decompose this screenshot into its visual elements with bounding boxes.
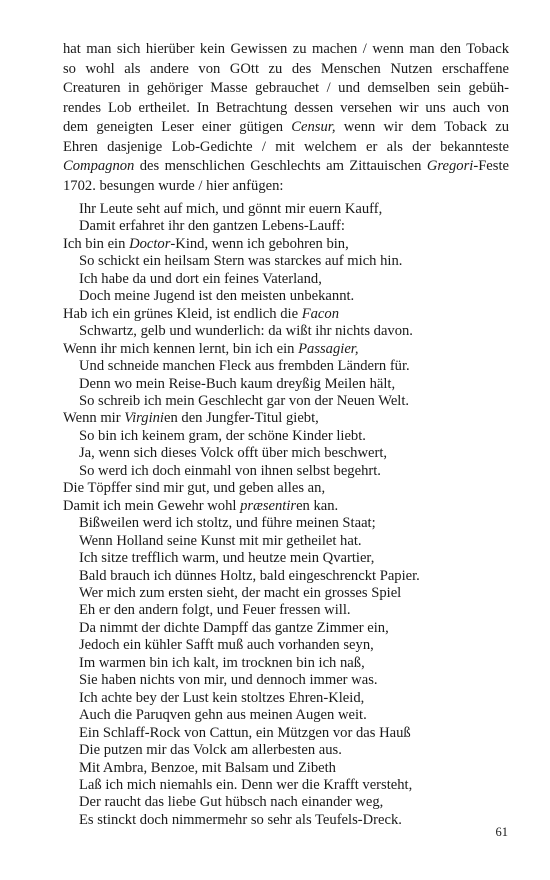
prose-line <box>63 40 509 60</box>
prose-line <box>63 60 509 80</box>
poem-line <box>63 725 523 742</box>
poem-line <box>63 498 523 515</box>
text-run: Doch meine Jugend ist den meisten unbekannt. <box>79 288 355 305</box>
prose-line <box>63 157 509 177</box>
italic-text-run: Gregori <box>426 158 474 174</box>
poem-line <box>63 777 523 794</box>
text-run: -Kind, wenn ich gebohren bin, <box>170 235 349 252</box>
poem-line <box>63 515 523 532</box>
text-run: Wenn ihr mich kennen lernt, bin ich ein <box>63 340 299 357</box>
text-run: wenn wir dem Toback zu <box>335 119 509 135</box>
text-run: Da nimmt der dichte Dampff das gantze Zimmer ein, <box>79 619 389 636</box>
text-run: Ein Schlaff-Rock von Cattun, ein Mützgen vor das Hauß <box>79 724 411 741</box>
poem-line <box>63 690 523 707</box>
text-run: Ehren dasjenige Lob-Gedichte / mit welchem er als der bekannteste <box>63 138 509 155</box>
text-run: -Feste <box>473 158 509 174</box>
italic-text-run: Facon <box>301 305 340 322</box>
poem-line <box>63 218 523 235</box>
text-run: rendes Lob ertheilet. In Betrachtung dessen versehen wir uns auch von <box>63 99 509 116</box>
text-run: Denn wo mein Reise-Buch kaum dreyßig Meilen hält, <box>79 375 396 392</box>
poem-line <box>63 568 523 585</box>
text-run: Sie haben nichts von mir, und dennoch immer was. <box>79 672 378 689</box>
text-run: Wenn mir <box>63 410 125 427</box>
text-run: dem geneigten Leser einer gütigen <box>63 119 292 135</box>
prose-line <box>63 99 509 119</box>
poem-line <box>63 410 523 427</box>
text-run: Bald brauch ich dünnes Holtz, bald eingeschrenckt Papier. <box>79 567 420 584</box>
prose-line <box>63 177 509 197</box>
text-run: Laß ich mich niemahls ein. Denn wer die Krafft versteht, <box>79 776 413 793</box>
poem <box>63 201 523 829</box>
poem-line <box>63 602 523 619</box>
poem-line <box>63 428 523 445</box>
poem-line <box>63 236 523 253</box>
text-run: Damit erfahret ihr den gantzen Lebens-Lauff: <box>79 218 345 235</box>
poem-line <box>63 323 523 340</box>
poem-line <box>63 760 523 777</box>
poem-line <box>63 742 523 759</box>
poem-line <box>63 707 523 724</box>
text-run: Hab ich ein grünes Kleid, ist endlich die <box>63 305 302 322</box>
text-run: Eh er den andern folgt, und Feuer fressen will. <box>79 602 351 619</box>
poem-line <box>63 288 523 305</box>
text-run: Ich bin ein <box>63 235 130 252</box>
text-run: Ihr Leute seht auf mich, und gönnt mir euern Kauff, <box>79 201 383 217</box>
text-run: des menschlichen Geschlechts am Zittauischen <box>134 158 427 174</box>
poem-line <box>63 358 523 375</box>
text-run: Damit ich mein Gewehr wohl <box>63 497 241 514</box>
text-run: Ja, wenn sich dieses Volck offt über mich beschwert, <box>79 445 388 462</box>
text-run: Auch die Paruqven gehn aus meinen Augen weit. <box>79 707 367 724</box>
text-run: So schreib ich mein Geschlecht gar von der Neuen Welt. <box>79 392 410 409</box>
poem-line <box>63 637 523 654</box>
poem-line <box>63 306 523 323</box>
poem-line <box>63 480 523 497</box>
text-run: So bin ich keinem gram, der schöne Kinder liebt. <box>79 427 366 444</box>
poem-line <box>63 253 523 270</box>
text-run: Creaturen in gehöriger Masse gebrauchet / und demselben sein gebüh- <box>63 80 509 96</box>
italic-text-run: Compagnon <box>63 158 135 174</box>
italic-text-run: Passagier, <box>298 340 359 357</box>
text-run: So schickt ein heilsam Stern was starckes auf mich hin. <box>79 253 403 270</box>
poem-line <box>63 376 523 393</box>
italic-text-run: Doctor <box>129 235 171 252</box>
poem-line <box>63 620 523 637</box>
poem-line <box>63 655 523 672</box>
poem-line <box>63 201 523 218</box>
text-run: Und schneide manchen Fleck aus frembden Ländern für. <box>79 358 410 375</box>
text-run: 1702. besungen wurde / hier anfügen: <box>63 177 284 194</box>
italic-text-run: præsentir <box>240 497 297 514</box>
text-run: So werd ich doch einmahl von ihnen selbst begehrt. <box>79 462 381 479</box>
poem-line <box>63 445 523 462</box>
poem-line <box>63 393 523 410</box>
text-run: Mit Ambra, Benzoe, mit Balsam und Zibeth <box>79 759 336 776</box>
text-run: Wenn Holland seine Kunst mit mir getheilet hat. <box>79 532 362 549</box>
text-run: Ich habe da und dort ein feines Vaterland, <box>79 270 322 287</box>
poem-line <box>63 794 523 811</box>
poem-line <box>63 585 523 602</box>
poem-line <box>63 341 523 358</box>
text-run: Wer mich zum ersten sieht, der macht ein grosses Spiel <box>79 584 402 601</box>
text-run: Die putzen mir das Volck am allerbesten aus. <box>79 742 342 759</box>
italic-text-run: Virgini <box>124 410 164 427</box>
text-run: hat man sich hierüber kein Gewissen zu machen / wenn man den Toback <box>63 41 509 57</box>
prose-line <box>63 138 509 158</box>
text-run: Es stinckt doch nimmermehr so sehr als Teufels-Dreck. <box>79 811 402 828</box>
text-run: Schwartz, gelb und wunderlich: da wißt ihr nichts davon. <box>79 323 413 340</box>
text-run: en kan. <box>296 497 339 514</box>
text-run: Jedoch ein kühler Safft muß auch vorhanden seyn, <box>79 637 374 654</box>
poem-line <box>63 271 523 288</box>
text-run: Bißweilen werd ich stoltz, und führe meinen Staat; <box>79 515 376 532</box>
text-run: Der raucht das liebe Gut hübsch nach einander weg, <box>79 794 384 811</box>
text-run: Die Töpffer sind mir gut, und geben alles an, <box>63 480 326 497</box>
poem-line <box>63 812 523 829</box>
poem-line <box>63 463 523 480</box>
text-run: en den Jungfer-Titul giebt, <box>163 410 319 427</box>
poem-line <box>63 533 523 550</box>
italic-text-run: Censur, <box>291 119 336 135</box>
poem-line <box>63 672 523 689</box>
text-run: Ich achte bey der Lust kein stoltzes Ehren-Kleid, <box>79 689 365 706</box>
text-run: so wohl als andere von GOtt zu des Menschen Nutzen erschaffene <box>63 60 509 77</box>
text-run: Ich sitze trefflich warm, und heutze mein Qvartier, <box>79 550 375 567</box>
text-run: Im warmen bin ich kalt, im trocknen bin ich naß, <box>79 654 365 671</box>
prose-line <box>63 118 509 138</box>
page-number: 61 <box>495 825 508 839</box>
prose-paragraph <box>63 40 509 196</box>
poem-line <box>63 550 523 567</box>
prose-line <box>63 79 509 99</box>
